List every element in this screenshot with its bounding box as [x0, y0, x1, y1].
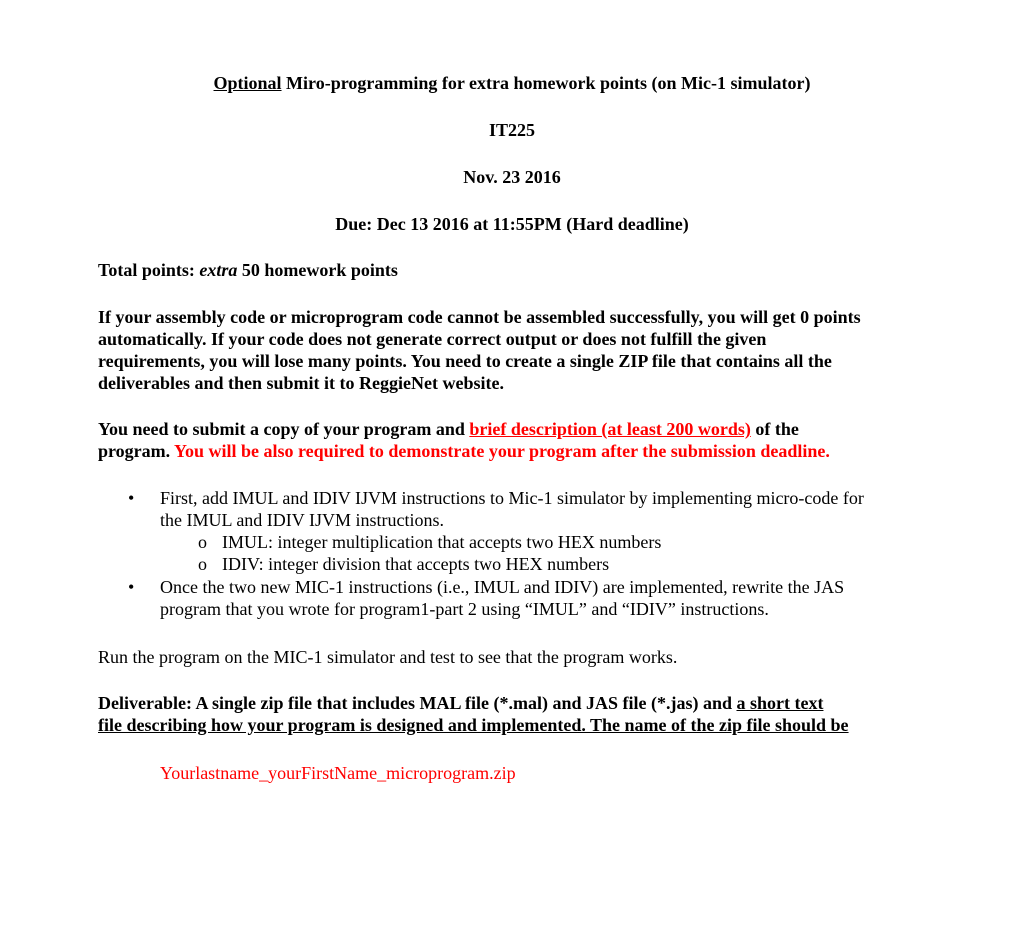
title-rest: Miro-programming for extra homework points (on Mic-1 simulator) — [281, 73, 811, 93]
title-optional: Optional — [213, 73, 282, 93]
submit-text: of the — [750, 419, 799, 439]
bullet-text — [160, 576, 930, 620]
deliverable-paragraph — [98, 692, 928, 736]
bullet-line: program that you wrote for program1-part 2 using “IMUL” and “IDIV” instructions. — [160, 599, 769, 619]
bullet-line: First, add IMUL and IDIV IJVM instructions to Mic-1 simulator by implementing micro-code for — [160, 488, 864, 508]
warning-line: requirements, you will lose many points. You need to create a single ZIP file that contains all the — [98, 351, 832, 371]
circle-bullet-icon: o — [198, 554, 207, 574]
warning-line: If your assembly code or microprogram code cannot be assembled successfully, you will get 0 points — [98, 307, 861, 327]
bullet-icon: • — [128, 577, 135, 597]
submit-text: You need to submit a copy of your program and — [98, 419, 470, 439]
total-points-label: Total points: — [98, 260, 200, 280]
due-date: Due: Dec 13 2016 at 11:55PM (Hard deadline) — [335, 214, 689, 234]
deliverable-line-1 — [98, 692, 928, 714]
deliverable-text: Deliverable: A single zip file that includes MAL file (*.mal) and JAS file (*.jas) and — [98, 693, 737, 713]
document-title — [0, 72, 1024, 94]
bullet-line: the IMUL and IDIV IJVM instructions. — [160, 510, 444, 530]
total-points-extra: extra — [199, 260, 238, 280]
deliverable-underlined: a short text — [736, 693, 824, 713]
total-points-rest: 50 homework points — [237, 260, 398, 280]
warning-line: automatically. If your code does not generate correct output or does not fulfill the given — [98, 329, 767, 349]
demonstration-notice: You will be also required to demonstrate your program after the submission deadline. — [174, 441, 830, 461]
sub-item-text: IDIV: integer division that accepts two HEX numbers — [222, 554, 610, 574]
sub-item-text: IMUL: integer multiplication that accepts two HEX numbers — [222, 532, 662, 552]
zip-filename: Yourlastname_yourFirstName_microprogram.zip — [160, 763, 516, 783]
warning-line: deliverables and then submit it to ReggieNet website. — [98, 373, 504, 393]
document-date: Nov. 23 2016 — [463, 167, 561, 187]
run-instructions: Run the program on the MIC-1 simulator and test to see that the program works. — [98, 647, 678, 667]
bullet-line: Once the two new MIC-1 instructions (i.e., IMUL and IDIV) are implemented, rewrite the JAS — [160, 577, 845, 597]
bullet-icon: • — [128, 488, 135, 508]
submit-paragraph — [98, 418, 928, 462]
bullet-text — [160, 487, 930, 531]
description-requirement: brief description (at least 200 words) — [469, 419, 751, 439]
warning-paragraph — [98, 306, 928, 394]
total-points — [98, 259, 928, 281]
course-code: IT225 — [488, 120, 535, 140]
submit-line-2 — [98, 440, 928, 462]
submit-line-1 — [98, 418, 928, 440]
deliverable-line-2: file describing how your program is designed and implemented. The name of the zip file should be — [98, 715, 849, 735]
submit-text: program. — [98, 441, 174, 461]
circle-bullet-icon: o — [198, 532, 207, 552]
